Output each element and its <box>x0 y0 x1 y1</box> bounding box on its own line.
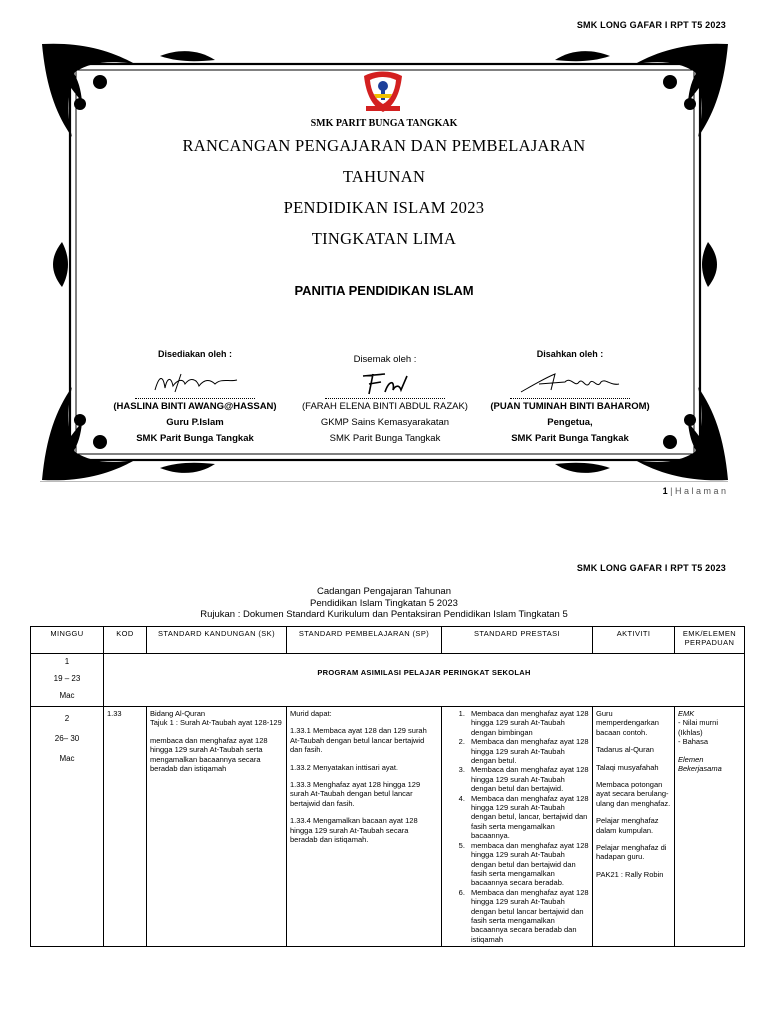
signatory-role: Guru P.Islam <box>166 417 224 428</box>
plan-title-line-3: PENDIDIKAN ISLAM 2023 <box>283 198 485 217</box>
column-header: STANDARD PRESTASI <box>442 627 593 654</box>
week-month: Mac <box>59 754 75 763</box>
sp-code: 1.33.3 <box>290 780 311 790</box>
prestasi-item: 1. Membaca dan menghafaz ayat 128 hingga 129 surah At-Taubah dengan bimbingan <box>467 709 589 737</box>
signatory-approved <box>485 346 655 447</box>
aktiviti-item: Tadarus al-Quran <box>596 745 654 755</box>
signatory-name: (HASLINA BINTI AWANG@HASSAN) <box>113 401 277 412</box>
signatory-label: Disediakan oleh : <box>157 349 233 359</box>
sp-code: 1.33.1 <box>290 726 311 736</box>
plan-title-line-2: TAHUNAN <box>342 167 426 186</box>
table-row <box>31 707 745 947</box>
emk-item: - Bahasa <box>678 737 709 747</box>
sp-cell <box>287 707 442 947</box>
aktiviti-item: Talaqi musyafahah <box>596 762 659 772</box>
sp-code: 1.33.2 <box>290 762 311 772</box>
lesson-plan-table <box>30 626 745 947</box>
signatory-label: Disemak oleh : <box>353 354 417 365</box>
panitia-title: PANITIA PENDIDIKAN ISLAM <box>294 283 474 298</box>
signatory-reviewed <box>300 352 470 447</box>
emk-item: EMK <box>678 709 695 718</box>
week-cell <box>31 707 104 947</box>
plan-title-line-1: RANCANGAN PENGAJARAN DAN PEMBELAJARAN <box>182 136 586 155</box>
program-banner: PROGRAM ASIMILASI PELAJAR PERINGKAT SEKOLAH <box>104 654 745 707</box>
sp-code: 1.33.4 <box>290 816 311 826</box>
column-header: EMK/ELEMEN PERPADUAN <box>675 627 745 654</box>
week-month: Mac <box>59 691 75 700</box>
prestasi-item: 5. membaca dan menghafaz ayat 128 hingga 129 surah At-Taubah dengan betul dan bertajwid dan fasih serta mengamalkan bacaannya secara beradab. <box>467 841 589 888</box>
column-header: MINGGU <box>31 627 104 654</box>
school-name: SMK PARIT BUNGA TANGKAK <box>310 118 458 129</box>
school-crest-logo <box>360 70 406 114</box>
signatory-org: SMK Parit Bunga Tangkak <box>136 433 254 444</box>
page2-title-line-2: Pendidikan Islam Tingkatan 5 2023 <box>310 598 458 609</box>
sp-item <box>290 763 438 772</box>
sp-item <box>290 816 438 844</box>
column-header: STANDARD PEMBELAJARAN (SP) <box>287 627 442 654</box>
aktiviti-item: Pelajar menghafaz di hadapan guru. <box>596 843 667 862</box>
signature-image <box>355 370 415 398</box>
sp-item <box>290 780 438 808</box>
sp-text: Menyatakan inttisari ayat. <box>312 762 398 772</box>
signatory-name: (FARAH ELENA BINTI ABDUL RAZAK) <box>302 401 468 412</box>
signature-image <box>145 370 245 398</box>
aktiviti-item: Guru memperdengarkan bacaan contoh. <box>596 709 659 737</box>
page-header: SMK LONG GAFAR I RPT T5 2023 <box>576 563 726 573</box>
prestasi-item: 4. Membaca dan menghafaz ayat 128 hingga 129 surah At-Taubah dengan betul, lancar, bertajwid dan fasih serta mengamalkan bacaannya. <box>467 794 589 841</box>
emk-item: - Nilai murni (Ikhlas) <box>678 718 719 737</box>
page2-title-line-1: Cadangan Pengajaran Tahunan <box>317 586 451 597</box>
prestasi-item: 2. Membaca dan menghafaz ayat 128 hingga 129 surah At-Taubah dengan betul. <box>467 737 589 765</box>
column-header: AKTIVITI <box>593 627 675 654</box>
week-cell <box>31 654 104 707</box>
signatory-name: (PUAN TUMINAH BINTI BAHAROM) <box>490 401 650 412</box>
sp-text: Mengamalkan bacaan ayat 128 hingga 129 surah At-Taubah secara beradab dan istiqamah. <box>290 816 418 845</box>
footer-rule <box>40 481 728 482</box>
sp-text: Menghafaz ayat 128 hingga 129 surah At-Taubah dengan betul lancar bertajwid dan fasih. <box>290 780 421 808</box>
sk-line: membaca dan menghafaz ayat 128 hingga 129 surah At-Taubah serta mengamalkan bacaannya secara beradab dan istiqamah <box>150 735 268 774</box>
sp-text: Membaca ayat 128 dan 129 surah At-Taubah dengan betul lancar bertajwid dan fasih. <box>290 726 427 755</box>
sk-line: Bidang Al-Quran <box>150 709 206 718</box>
page-header: SMK LONG GAFAR I RPT T5 2023 <box>576 20 726 30</box>
signatory-role: GKMP Sains Kemasyarakatan <box>320 417 450 428</box>
week-dates: 26– 30 <box>54 734 80 743</box>
aktiviti-item: Pelajar menghafaz dalam kumpulan. <box>596 816 659 835</box>
page-number: 1 <box>662 486 668 496</box>
aktiviti-item: PAK21 : Rally Robin <box>596 869 664 879</box>
prestasi-cell <box>442 707 593 947</box>
column-header: STANDARD KANDUNGAN (SK) <box>147 627 287 654</box>
emk-cell <box>675 707 745 947</box>
week-dates: 19 – 23 <box>53 674 81 683</box>
page2-title-line-3: Rujukan : Dokumen Standard Kurikulum dan Pentaksiran Pendidikan Islam Tingkatan 5 <box>200 609 568 620</box>
prestasi-item: 3. Membaca dan menghafaz ayat 128 hingga 129 surah At-Taubah dengan betul dan bertajwid. <box>467 765 589 793</box>
signatory-org: SMK Parit Bunga Tangkak <box>511 433 629 444</box>
sk-cell <box>147 707 287 947</box>
signatory-role: Pengetua, <box>547 417 593 428</box>
aktiviti-cell <box>593 707 675 947</box>
week-number: 1 <box>64 657 70 666</box>
page-word: H a l a m a n <box>674 486 726 496</box>
signatory-org: SMK Parit Bunga Tangkak <box>329 433 441 444</box>
elemen-item: Elemen Bekerjasama <box>678 754 722 774</box>
signatory-prepared <box>110 346 280 447</box>
page-footer: 1 | H a l a m a n <box>662 486 726 496</box>
plan-title-line-4: TINGKATAN LIMA <box>311 229 457 248</box>
column-header: KOD <box>104 627 147 654</box>
week-number: 2 <box>64 714 70 723</box>
kod-cell: 1.33 <box>104 707 147 947</box>
aktiviti-item: Membaca potongan ayat secara berulang-ulang dan menghafaz. <box>596 780 671 808</box>
sp-item <box>290 726 438 754</box>
signature-image <box>515 370 625 398</box>
sp-intro: Murid dapat: <box>290 709 332 718</box>
signatory-label: Disahkan oleh : <box>536 349 604 359</box>
table-row <box>31 654 745 707</box>
table-header-row <box>31 627 745 654</box>
prestasi-item: 6. Membaca dan menghafaz ayat 128 hingga 129 surah At-Taubah dengan betul lancar bertajwid dan fasih serta mengamalkan bacaannya secara beradab dan istiqamah <box>467 888 589 944</box>
sk-line: Tajuk 1 : Surah At-Taubah ayat 128-129 <box>150 718 282 728</box>
